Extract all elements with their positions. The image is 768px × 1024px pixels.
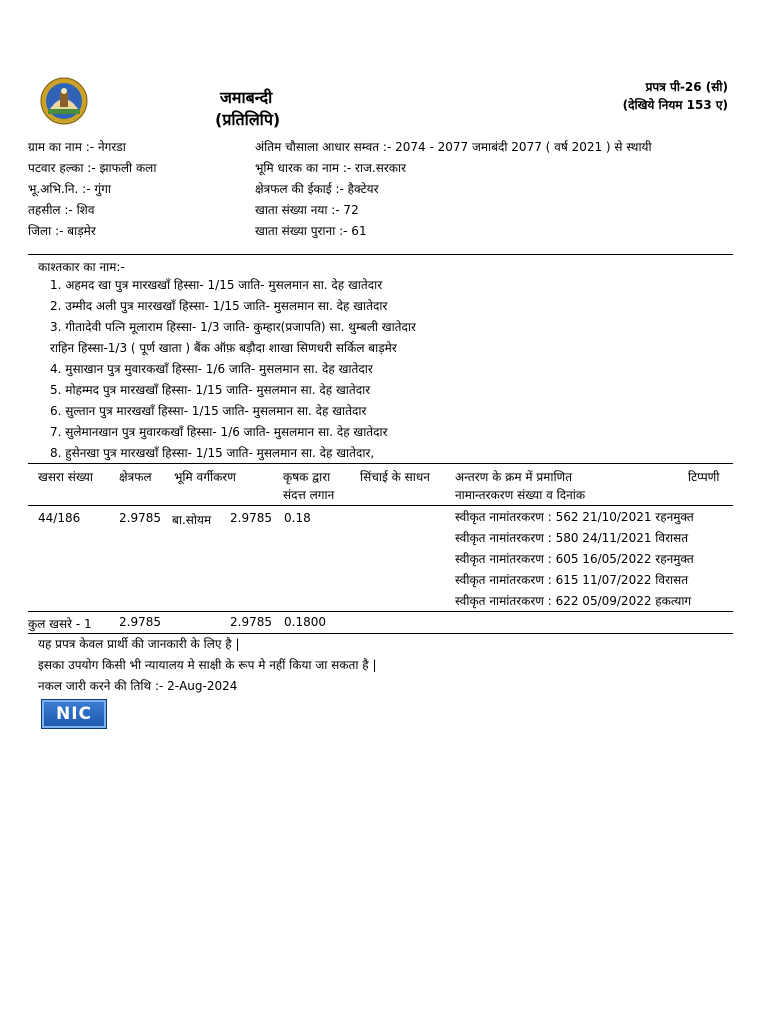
list-item: राहिन हिस्सा-1/3 ( पूर्ण खाता ) बैंक ऑफ़ बड़ौदा शाखा सिणधरी सर्किल बाड़मेर xyxy=(50,341,397,355)
total-lagan: 0.1800 xyxy=(284,615,326,629)
footer-notes xyxy=(38,634,377,697)
disclaimer-note: यह प्रपत्र केवल प्रार्थी की जानकारी के लिए है | xyxy=(38,637,240,651)
header-lagan-2: संदत्त लगान xyxy=(283,488,335,502)
list-item: 7. सुलेमानखान पुत्र मुवारकखाँ हिस्सा- 1/6 जाति- मुसलमान सा. देह खातेदार xyxy=(50,425,388,439)
cell-land-class: बा.सोयम xyxy=(172,513,212,527)
rule-reference: (देखिये नियम 153 ए) xyxy=(622,98,728,112)
rajasthan-emblem-icon xyxy=(40,77,88,125)
cell-lagan: 0.18 xyxy=(284,511,311,525)
cultivators-heading: काश्तकार का नाम:- xyxy=(38,260,125,274)
page-title: जमाबन्दी xyxy=(220,88,273,107)
header-remarks: टिप्पणी xyxy=(688,470,720,484)
cell-area: 2.9785 xyxy=(119,511,161,525)
list-item: 4. मुसाखान पुत्र मुवारकखाँ हिस्सा- 1/6 जाति- मुसलमान सा. देह खातेदार xyxy=(50,362,373,376)
cultivators-list xyxy=(50,275,416,464)
disclaimer-note: इसका उपयोग किसी भी न्यायालय मे साक्षी के रूप मे नहीं किया जा सकता है | xyxy=(38,658,377,672)
mutation-entry: स्वीकृत नामांतरकरण : 562 21/10/2021 रहनमुक्त xyxy=(455,510,694,524)
list-item: 2. उम्मीद अली पुत्र मारखखाँ हिस्सा- 1/15 जाति- मुसलमान सा. देह खातेदार xyxy=(50,299,388,313)
mutation-list xyxy=(455,507,694,612)
cell-khasra: 44/186 xyxy=(38,511,81,525)
header-irrigation: सिंचाई के साधन xyxy=(360,470,430,484)
total-area: 2.9785 xyxy=(119,615,161,629)
header-mutation-1: अन्तरण के क्रम में प्रमाणित xyxy=(455,470,573,484)
mutation-entry: स्वीकृत नामांतरकरण : 580 24/11/2021 विरासत xyxy=(455,531,689,545)
khata-new: खाता संख्या नया :- 72 xyxy=(255,203,359,217)
divider xyxy=(28,505,733,506)
header-land-class: भूमि वर्गीकरण xyxy=(174,470,236,484)
header-lagan-1: कृषक द्वारा xyxy=(283,470,331,484)
issue-date: नकल जारी करने की तिथि :- 2-Aug-2024 xyxy=(38,679,238,693)
district: जिला :- बाड़मेर xyxy=(28,224,96,238)
divider xyxy=(28,463,733,464)
form-number: प्रपत्र पी-26 (सी) xyxy=(645,80,728,94)
chausala-basis: अंतिम चौसाला आधार सम्वत :- 2074 - 2077 जमाबंदी 2077 ( वर्ष 2021 ) से स्थायी xyxy=(255,140,652,154)
list-item: 3. गीतादेवी पत्नि मूलाराम हिस्सा- 1/3 जाति- कुम्हार(प्रजापति) सा. थुम्बली खातेदार xyxy=(50,320,416,334)
land-holder: भूमि धारक का नाम :- राज.सरकार xyxy=(255,161,407,175)
total-class-area: 2.9785 xyxy=(230,615,272,629)
mutation-entry: स्वीकृत नामांतरकरण : 622 05/09/2022 हकत्याग xyxy=(455,594,692,608)
khata-old: खाता संख्या पुराना :- 61 xyxy=(255,224,367,238)
patwar-halka: पटवार हल्का :- झाफली कला xyxy=(28,161,157,175)
village-name: ग्राम का नाम :- नेगरडा xyxy=(28,140,126,154)
total-label: कुल खसरे - 1 xyxy=(28,617,92,631)
list-item: 6. सुल्तान पुत्र मारखखाँ हिस्सा- 1/15 जाति- मुसलमान सा. देह खातेदार xyxy=(50,404,367,418)
list-item: 5. मोहम्मद पुत्र मारखखाँ हिस्सा- 1/15 जाति- मुसलमान सा. देह खातेदार xyxy=(50,383,371,397)
area-unit: क्षेत्रफल की ईकाई :- हैक्टेयर xyxy=(255,182,379,196)
info-left xyxy=(28,137,156,242)
list-item: 1. अहमद खा पुत्र मारखखाँ हिस्सा- 1/15 जाति- मुसलमान सा. देह खातेदार xyxy=(50,278,383,292)
cell-class-area: 2.9785 xyxy=(230,511,272,525)
header-khasra: खसरा संख्या xyxy=(38,470,93,484)
list-item: 8. हुसेनखा पुत्र मारखखाँ हिस्सा- 1/15 जाति- मुसलमान सा. देह खातेदार, xyxy=(50,446,375,460)
header-area: क्षेत्रफल xyxy=(119,470,152,484)
tehsil: तहसील :- शिव xyxy=(28,203,95,217)
divider xyxy=(28,254,733,255)
bhu-abhi-ni: भू.अभि.नि. :- गुंगा xyxy=(28,182,111,196)
info-right xyxy=(255,137,652,242)
mutation-entry: स्वीकृत नामांतरकरण : 615 11/07/2022 विरासत xyxy=(455,573,689,587)
mutation-entry: स्वीकृत नामांतरकरण : 605 16/05/2022 रहनमुक्त xyxy=(455,552,694,566)
nic-logo: NIC xyxy=(41,699,107,729)
divider xyxy=(28,611,733,612)
header-mutation-2: नामान्तरकरण संख्या व दिनांक xyxy=(455,488,586,502)
page-subtitle: (प्रतिलिपि) xyxy=(215,110,281,129)
